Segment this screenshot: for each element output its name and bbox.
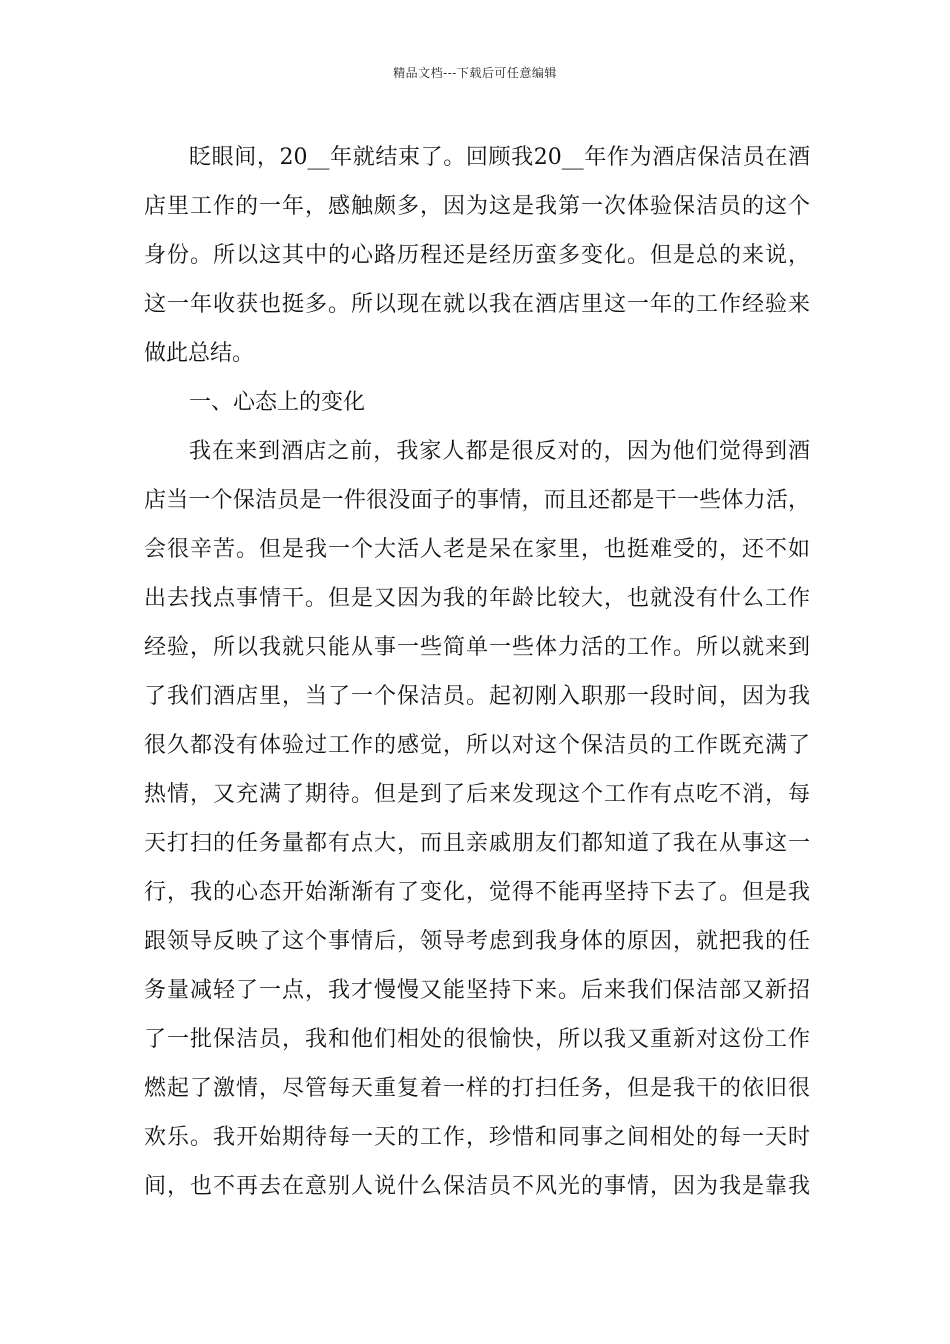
paragraph-line: 天打扫的任务量都有点大，而且亲戚朋友们都知道了我在从事这一	[144, 831, 810, 856]
paragraph-line: 身份。所以这其中的心路历程还是经历蛮多变化。但是总的来说，	[144, 243, 810, 268]
paragraph-line: 燃起了激情，尽管每天重复着一样的打扫任务，但是我干的依旧很	[144, 1076, 810, 1101]
paragraph-line: 很久都没有体验过工作的感觉，所以对这个保洁员的工作既充满了	[144, 733, 810, 758]
paragraph-line: 眨眼间，20__年就结束了。回顾我20__年作为酒店保洁员在酒	[189, 145, 810, 170]
paragraph-line: 出去找点事情干。但是又因为我的年龄比较大，也就没有什么工作	[144, 586, 810, 611]
paragraph-line: 间，也不再去在意别人说什么保洁员不风光的事情，因为我是靠我	[144, 1174, 810, 1199]
section-heading: 一、心态上的变化	[189, 390, 366, 415]
paragraph-line: 了我们酒店里，当了一个保洁员。起初刚入职那一段时间，因为我	[144, 684, 810, 709]
paragraph-line: 行，我的心态开始渐渐有了变化，觉得不能再坚持下去了。但是我	[144, 880, 810, 905]
paragraph-line: 经验，所以我就只能从事一些简单一些体力活的工作。所以就来到	[144, 635, 810, 660]
document-body	[144, 133, 810, 1211]
paragraph-line: 热情，又充满了期待。但是到了后来发现这个工作有点吃不消，每	[144, 782, 810, 807]
paragraph-line: 做此总结。	[144, 341, 255, 366]
paragraph-line: 店当一个保洁员是一件很没面子的事情，而且还都是干一些体力活，	[144, 488, 810, 513]
paragraph-line: 我在来到酒店之前，我家人都是很反对的，因为他们觉得到酒	[189, 439, 810, 464]
paragraph-line: 跟领导反映了这个事情后，领导考虑到我身体的原因，就把我的任	[144, 929, 810, 954]
paragraph-line: 这一年收获也挺多。所以现在就以我在酒店里这一年的工作经验来	[144, 292, 810, 317]
paragraph-line: 店里工作的一年，感触颇多，因为这是我第一次体验保洁员的这个	[144, 194, 810, 219]
paragraph-line: 会很辛苦。但是我一个大活人老是呆在家里，也挺难受的，还不如	[144, 537, 810, 562]
paragraph-line: 务量减轻了一点，我才慢慢又能坚持下来。后来我们保洁部又新招	[144, 978, 810, 1003]
paragraph-line: 欢乐。我开始期待每一天的工作，珍惜和同事之间相处的每一天时	[144, 1125, 810, 1150]
page-header: 精品文档---下载后可任意编辑	[393, 66, 557, 80]
paragraph-line: 了一批保洁员，我和他们相处的很愉快，所以我又重新对这份工作	[144, 1027, 810, 1052]
